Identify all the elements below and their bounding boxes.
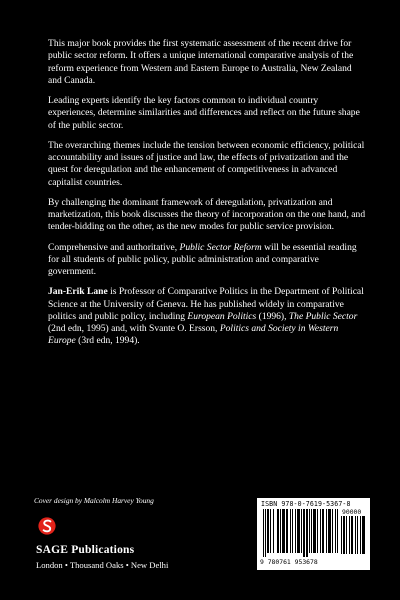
blurb-paragraph-4: By challenging the dominant framework of deregulation, privatization and marketization, this book discusses the theory of incorporation on the one hand, and tender-bidding on the other, as the new modes for public service provision. bbox=[48, 196, 366, 233]
price-addon-bars bbox=[341, 516, 365, 556]
barcode-bar bbox=[317, 509, 318, 553]
cover-blurb bbox=[48, 38, 366, 356]
barcode-bar bbox=[301, 509, 302, 553]
barcode-bar bbox=[282, 509, 285, 553]
barcode-bar bbox=[309, 509, 310, 553]
author-bio bbox=[48, 286, 366, 347]
barcode-bar bbox=[280, 509, 281, 553]
sage-logo-icon bbox=[38, 515, 56, 537]
barcode-bar bbox=[277, 509, 279, 553]
barcode-bar bbox=[328, 509, 331, 553]
barcode-bar bbox=[362, 516, 365, 554]
author-book-3: Politics and Society in Western Europe bbox=[48, 323, 339, 347]
barcode-bar bbox=[355, 516, 356, 554]
price-addon-digits: 90000 bbox=[342, 508, 362, 516]
barcode-bar bbox=[306, 509, 308, 557]
book-title-reference: Public Sector Reform bbox=[179, 241, 262, 253]
publisher-name: SAGE Publications bbox=[36, 544, 135, 556]
blurb-p5-tail: will be essential reading for all students of public policy, public administration and comparative government. bbox=[48, 241, 357, 277]
author-name: Jan-Erik Lane bbox=[48, 286, 108, 298]
author-book-2: The Public Sector bbox=[288, 310, 358, 322]
ean-barcode-bars bbox=[263, 509, 339, 557]
barcode-bar bbox=[341, 516, 342, 554]
author-bio-text-4: (3rd edn, 1994). bbox=[75, 335, 140, 347]
barcode-bar bbox=[313, 509, 316, 553]
barcode-bar bbox=[332, 509, 333, 553]
cover-design-credit: Cover design by Malcolm Harvey Young bbox=[34, 496, 154, 505]
barcode-bar bbox=[337, 509, 338, 553]
author-bio-text-1: is Professor of Comparative Politics in the Department of Political Science at the University of Geneva. He has published widely in comparative politics and public policy, including bbox=[48, 286, 364, 322]
barcode-bar bbox=[343, 516, 345, 554]
barcode-bar bbox=[295, 509, 296, 553]
barcode-bar bbox=[273, 509, 274, 553]
barcode-bar bbox=[263, 509, 264, 557]
ean-digits: 9 780761 953678 bbox=[260, 558, 318, 566]
barcode-bar bbox=[290, 509, 291, 553]
blurb-paragraph-5 bbox=[48, 242, 366, 279]
publisher-cities: London • Thousand Oaks • New Delhi bbox=[36, 560, 169, 570]
barcode-bar bbox=[267, 509, 269, 553]
barcode-bar bbox=[335, 509, 336, 553]
barcode-bar bbox=[265, 509, 266, 557]
barcode-bar bbox=[303, 509, 305, 557]
barcode-bar bbox=[311, 509, 312, 553]
barcode-bar bbox=[349, 516, 350, 554]
blurb-p5-lead: Comprehensive and authoritative, bbox=[48, 241, 180, 253]
barcode-bar bbox=[320, 509, 321, 553]
author-bio-text-2: (1996), bbox=[256, 310, 289, 322]
barcode-bar bbox=[286, 509, 288, 553]
barcode-bar bbox=[357, 516, 358, 554]
author-book-1: European Politics bbox=[187, 310, 257, 322]
barcode-bar bbox=[292, 509, 293, 553]
author-bio-text-3: (2nd edn, 1995) and, with Svante O. Ersson, bbox=[48, 323, 220, 334]
barcode-bar bbox=[270, 509, 271, 553]
blurb-paragraph-1: This major book provides the first systematic assessment of the recent drive for public sector reform. It offers a unique international comparative analysis of the reform experience from Western and Eastern Europe to Australia, New Zealand and Canada. bbox=[48, 38, 354, 86]
barcode-bar bbox=[346, 516, 347, 554]
barcode-bar bbox=[322, 509, 324, 553]
barcode-bar bbox=[351, 516, 353, 554]
barcode-bar bbox=[360, 516, 361, 554]
isbn-barcode bbox=[257, 498, 370, 570]
barcode-bar bbox=[326, 509, 327, 553]
barcode-bar bbox=[297, 509, 300, 553]
blurb-paragraph-2: Leading experts identify the key factors common to individual country experiences, determine similarities and differences and reflect on the future shape of the public sector. bbox=[48, 95, 360, 131]
blurb-paragraph-3: The overarching themes include the tension between economic efficiency, political accountability and issues of justice and law, the effects of privatization and the quest for deregulation and the enhancement of competitiveness in advanced capitalist countries. bbox=[48, 139, 365, 188]
isbn-label: ISBN 978-0-7619-5367-8 bbox=[261, 500, 351, 508]
